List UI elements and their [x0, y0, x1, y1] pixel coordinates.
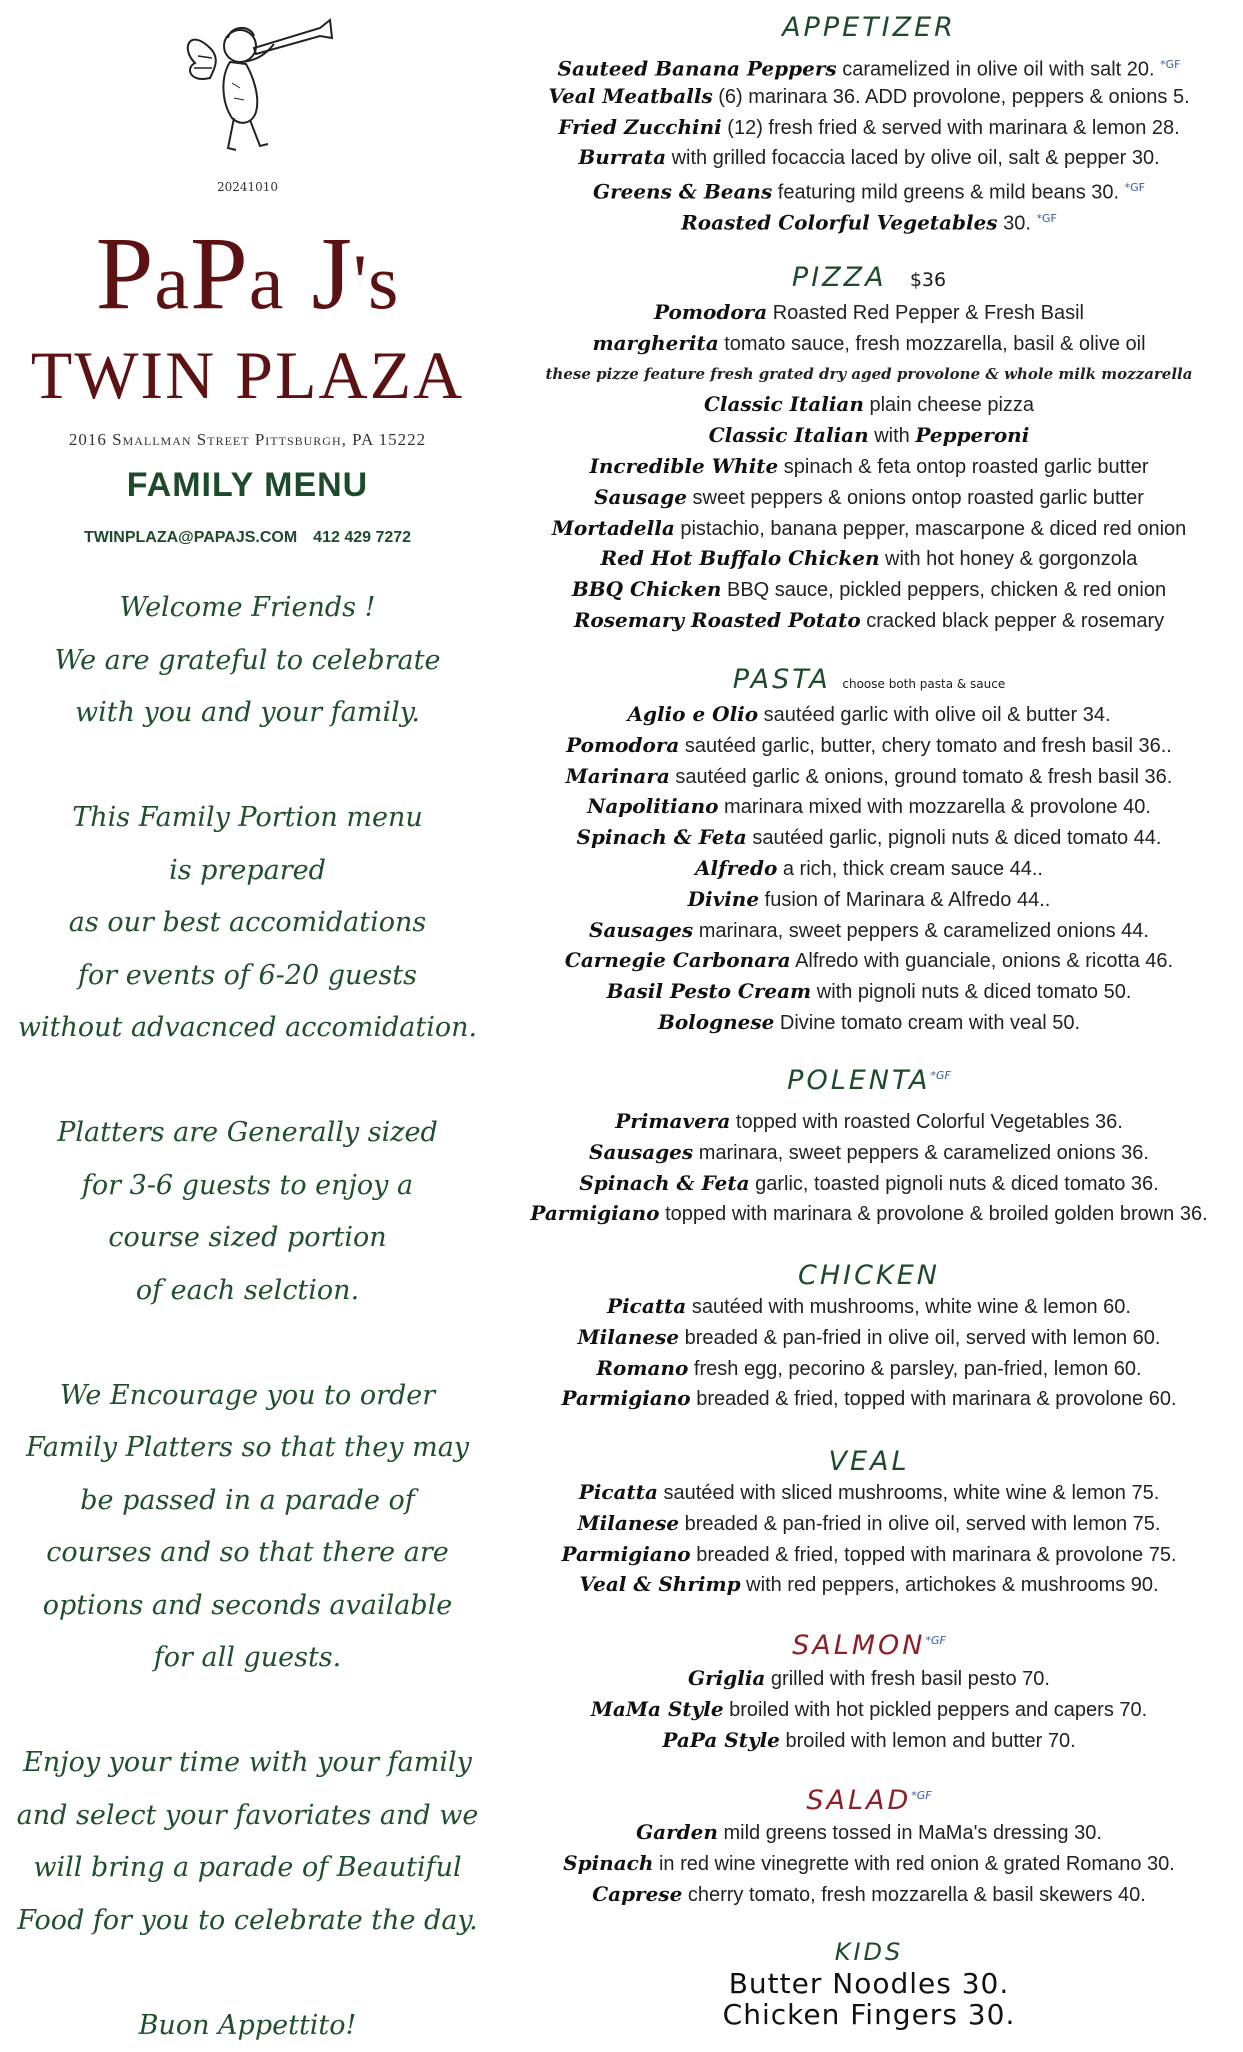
welcome-line: for 3-6 guests to enjoy a — [0, 1160, 495, 1213]
menu-item: Butter Noodles 30. — [495, 1968, 1243, 1999]
item-description: Divine tomato cream with veal 50. — [774, 1012, 1080, 1034]
welcome-line: We are grateful to celebrate — [0, 635, 495, 688]
item-description: sautéed garlic, butter, chery tomato and fresh basil 36.. — [679, 735, 1172, 757]
menu-item — [495, 1322, 1243, 1353]
menu-item — [495, 1198, 1243, 1229]
menu-item — [495, 204, 1243, 235]
welcome-line: will bring a parade of Beautiful — [0, 1842, 495, 1895]
menu-item — [495, 574, 1243, 605]
item-name: Milanese — [578, 1511, 680, 1535]
item-description: cracked black pepper & rosemary — [861, 610, 1164, 632]
item-name: Bolognese — [658, 1010, 774, 1034]
item-description: a rich, thick cream sauce 44.. — [777, 858, 1043, 880]
address: 2016 Smallman Street Pittsburgh, PA 15222 — [0, 430, 495, 450]
appetizer-list — [495, 50, 1243, 235]
menu-item — [495, 1848, 1243, 1879]
menu-code: 20241010 — [0, 180, 495, 194]
item-name: Classic Italian — [704, 392, 864, 416]
item-description: breaded & fried, topped with marinara & provolone 75. — [691, 1544, 1177, 1566]
item-description: featuring mild greens & mild beans 30. — [772, 182, 1124, 204]
item-name: Classic Italian — [709, 423, 869, 447]
item-name: Parmigiano — [561, 1542, 690, 1566]
menu-item — [495, 173, 1243, 204]
item-description: in red wine vinegrette with red onion & grated Romano 30. — [653, 1853, 1174, 1875]
item-name: Primavera — [615, 1109, 730, 1133]
menu-item — [495, 1007, 1243, 1038]
item-name: Griglia — [688, 1666, 765, 1690]
item-name: Sausage — [594, 485, 687, 509]
item-name: Aglio e Olio — [627, 702, 758, 726]
item-description: topped with roasted Colorful Vegetables 36. — [730, 1111, 1122, 1133]
item-name: margherita — [592, 331, 718, 355]
menu-item — [495, 451, 1243, 482]
item-description: Roasted Red Pepper & Fresh Basil — [767, 302, 1084, 324]
gluten-free-badge: *GF — [1160, 58, 1180, 71]
welcome-line: Welcome Friends ! — [0, 582, 495, 635]
item-description: broiled with hot pickled peppers and capers 70. — [724, 1699, 1148, 1721]
item-name: Spinach & Feta — [577, 825, 747, 849]
item-description: Alfredo with guanciale, onions & ricotta 46. — [791, 950, 1173, 972]
pasta-list — [495, 699, 1243, 1038]
menu-item — [495, 915, 1243, 946]
welcome-line: for events of 6-20 guests — [0, 950, 495, 1003]
gluten-free-badge: *GF — [1125, 181, 1145, 194]
menu-item — [495, 791, 1243, 822]
item-description: breaded & fried, topped with marinara & provolone 60. — [691, 1388, 1177, 1410]
welcome-line — [0, 740, 495, 793]
email[interactable]: TWINPLAZA@PAPAJS.COM — [84, 529, 297, 546]
menu-item — [495, 822, 1243, 853]
menu-item — [495, 605, 1243, 636]
menu-item — [495, 389, 1243, 420]
welcome-line — [0, 1685, 495, 1738]
menu-item — [495, 1663, 1243, 1694]
item-name: Roasted Colorful Vegetables — [681, 210, 997, 234]
welcome-line: This Family Portion menu — [0, 792, 495, 845]
item-name: Divine — [688, 887, 759, 911]
menu-item — [495, 1477, 1243, 1508]
phone[interactable]: 412 429 7272 — [313, 529, 411, 546]
salmon-list — [495, 1663, 1243, 1755]
item-description: with red peppers, artichokes & mushrooms 90. — [741, 1574, 1159, 1596]
item-description: plain cheese pizza — [864, 394, 1034, 416]
menu-item — [495, 1168, 1243, 1199]
item-description: garlic, toasted pignoli nuts & diced tomato 36. — [750, 1173, 1159, 1195]
menu-item — [495, 761, 1243, 792]
item-name: Veal & Shrimp — [579, 1572, 740, 1596]
menu-item — [495, 50, 1243, 81]
item-description: marinara mixed with mozzarella & provolone 40. — [719, 796, 1151, 818]
section-title-kids: KIDS — [495, 1938, 1243, 1966]
item-description: BBQ sauce, pickled peppers, chicken & red onion — [721, 579, 1166, 601]
contact-info — [0, 529, 495, 547]
item-name: Burrata — [578, 145, 666, 169]
menu-item — [495, 1725, 1243, 1756]
section-title-appetizer: APPETIZER — [495, 12, 1243, 43]
section-title-pasta: PASTA choose both pasta & sauce — [495, 664, 1243, 695]
item-description: with grilled focaccia laced by olive oil, salt & pepper 30. — [666, 147, 1160, 169]
menu-item — [495, 976, 1243, 1007]
item-description: topped with marinara & provolone & broiled golden brown 36. — [660, 1203, 1208, 1225]
welcome-line: for all guests. — [0, 1632, 495, 1685]
item-name: Parmigiano — [530, 1201, 659, 1225]
menu-title: FAMILY MENU — [0, 466, 495, 505]
welcome-line — [0, 1055, 495, 1108]
item-name: Veal Meatballs — [548, 84, 712, 108]
menu-item — [495, 1879, 1243, 1910]
welcome-line: Enjoy your time with your family — [0, 1737, 495, 1790]
item-name: Marinara — [566, 764, 670, 788]
item-name: BBQ Chicken — [572, 577, 722, 601]
item-description: breaded & pan-fried in olive oil, served with lemon 60. — [679, 1327, 1160, 1349]
welcome-line: Buon Appettito! — [0, 2000, 495, 2052]
menu-item — [495, 513, 1243, 544]
item-name: Sauteed Banana Peppers — [558, 56, 837, 80]
menu-item — [495, 1694, 1243, 1725]
section-title-salad: $SALAD^{*GF}$ — [495, 1785, 1243, 1816]
welcome-line: with you and your family. — [0, 687, 495, 740]
item-description: with pignoli nuts & diced tomato 50. — [811, 981, 1131, 1003]
salad-list — [495, 1817, 1243, 1909]
item-name: Milanese — [578, 1325, 680, 1349]
menu-item — [495, 1539, 1243, 1570]
menu-item: Chicken Fingers 30. — [495, 1999, 1243, 2030]
menu-item — [495, 112, 1243, 143]
item-name: Pepperoni — [915, 423, 1029, 447]
menu-item — [495, 730, 1243, 761]
item-description: pistachio, banana pepper, mascarpone & diced red onion — [675, 518, 1186, 540]
item-name: Spinach & Feta — [579, 1171, 749, 1195]
menu-item — [495, 543, 1243, 574]
item-name: PaPa Style — [662, 1728, 780, 1752]
item-name: Pomodora — [654, 300, 767, 324]
item-description: fusion of Marinara & Alfredo 44.. — [759, 889, 1050, 911]
item-description: (12) fresh fried & served with marinara & lemon 28. — [722, 117, 1180, 139]
item-description: sautéed with mushrooms, white wine & lemon 60. — [686, 1296, 1131, 1318]
item-description: with — [869, 425, 916, 447]
item-description: cherry tomato, fresh mozzarella & basil skewers 40. — [682, 1884, 1146, 1906]
menu-item — [495, 328, 1243, 359]
brand-name: PaPa J's — [0, 222, 495, 334]
item-name: Incredible White — [590, 454, 779, 478]
welcome-line — [0, 1317, 495, 1370]
menu-item — [495, 1353, 1243, 1384]
menu-item — [495, 1383, 1243, 1414]
item-name: Picatta — [579, 1480, 658, 1504]
welcome-line — [0, 1947, 495, 2000]
item-name: Romano — [596, 1356, 688, 1380]
menu-item — [495, 81, 1243, 112]
menu-item — [495, 297, 1243, 328]
section-title-chicken: CHICKEN — [495, 1260, 1243, 1291]
item-name: Alfredo — [695, 856, 777, 880]
item-name: Carnegie Carbonara — [565, 948, 791, 972]
item-name: Mortadella — [552, 516, 675, 540]
item-description: mild greens tossed in MaMa's dressing 30. — [718, 1822, 1102, 1844]
item-description: 30. — [998, 212, 1037, 234]
item-name: Sausages — [589, 918, 693, 942]
item-name: Red Hot Buffalo Chicken — [601, 546, 880, 570]
veal-list — [495, 1477, 1243, 1600]
item-name: Caprese — [592, 1882, 682, 1906]
item-name: Basil Pesto Cream — [607, 979, 812, 1003]
menu-item — [495, 420, 1243, 451]
gluten-free-badge: *GF — [1036, 212, 1056, 225]
item-name: MaMa Style — [591, 1697, 724, 1721]
item-name: Pomodora — [566, 733, 679, 757]
menu-item — [495, 482, 1243, 513]
item-description: sautéed garlic with olive oil & butter 34. — [758, 704, 1110, 726]
item-name: Rosemary Roasted Potato — [574, 608, 861, 632]
item-description: with hot honey & gorgonzola — [879, 548, 1137, 570]
menu-item — [495, 1137, 1243, 1168]
pizza-list — [495, 297, 1243, 636]
menu-note: these pizze feature fresh grated dry aged provolone & whole milk mozzarella — [495, 359, 1243, 390]
menu-item — [495, 1569, 1243, 1600]
item-name: Fried Zucchini — [558, 115, 721, 139]
menu-item — [495, 945, 1243, 976]
menu-item — [495, 699, 1243, 730]
item-description: grilled with fresh basil pesto 70. — [765, 1668, 1050, 1690]
welcome-line: options and seconds available — [0, 1580, 495, 1633]
welcome-line: of each selction. — [0, 1265, 495, 1318]
menu-item — [495, 1106, 1243, 1137]
welcome-line: as our best accomidations — [0, 897, 495, 950]
kids-list — [495, 1968, 1243, 2030]
item-name: Greens & Beans — [593, 180, 772, 204]
welcome-line: We Encourage you to order — [0, 1370, 495, 1423]
item-description: sweet peppers & onions ontop roasted garlic butter — [687, 487, 1144, 509]
welcome-message — [0, 582, 495, 2052]
item-description: caramelized in olive oil with salt 20. — [837, 58, 1160, 80]
welcome-line: is prepared — [0, 845, 495, 898]
item-name: Napolitiano — [587, 794, 718, 818]
item-name: Parmigiano — [561, 1386, 690, 1410]
item-name: Garden — [636, 1820, 718, 1844]
right-column — [495, 0, 1243, 2048]
item-description: sautéed garlic, pignoli nuts & diced tomato 44. — [747, 827, 1162, 849]
welcome-line: Food for you to celebrate the day. — [0, 1895, 495, 1948]
welcome-line: without advacnced accomidation. — [0, 1002, 495, 1055]
section-title-polenta: $POLENTA^{*GF}$ — [495, 1065, 1243, 1096]
brand-subtitle: TWIN PLAZA — [0, 340, 495, 410]
left-column — [0, 0, 495, 2048]
menu-item — [495, 1291, 1243, 1322]
welcome-line: Platters are Generally sized — [0, 1107, 495, 1160]
menu-item — [495, 1817, 1243, 1848]
item-description: marinara, sweet peppers & caramelized onions 36. — [693, 1142, 1149, 1164]
welcome-line: and select your favoriates and we — [0, 1790, 495, 1843]
item-description: fresh egg, pecorino & parsley, pan-fried, lemon 60. — [688, 1358, 1141, 1380]
item-description: tomato sauce, fresh mozzarella, basil & olive oil — [719, 333, 1146, 355]
menu-item — [495, 853, 1243, 884]
menu-item — [495, 142, 1243, 173]
item-description: marinara, sweet peppers & caramelized onions 44. — [693, 920, 1149, 942]
chicken-list — [495, 1291, 1243, 1414]
item-description: sautéed with sliced mushrooms, white wine & lemon 75. — [658, 1482, 1159, 1504]
section-title-pizza: PIZZA $36 — [495, 262, 1243, 293]
item-description: (6) marinara 36. ADD provolone, peppers & onions 5. — [713, 86, 1190, 108]
section-title-veal: VEAL — [495, 1446, 1243, 1477]
item-name: Picatta — [607, 1294, 686, 1318]
menu-item — [495, 884, 1243, 915]
welcome-line: course sized portion — [0, 1212, 495, 1265]
cherub-trumpet-icon — [170, 8, 350, 158]
polenta-list — [495, 1106, 1243, 1229]
item-name: Sausages — [589, 1140, 693, 1164]
welcome-line: Family Platters so that they may — [0, 1422, 495, 1475]
item-description: sautéed garlic & onions, ground tomato & fresh basil 36. — [670, 766, 1173, 788]
welcome-line: courses and so that there are — [0, 1527, 495, 1580]
welcome-line: be passed in a parade of — [0, 1475, 495, 1528]
section-title-salmon: $SALMON^{*GF}$ — [495, 1630, 1243, 1661]
menu-item — [495, 1508, 1243, 1539]
item-description: spinach & feta ontop roasted garlic butter — [778, 456, 1148, 478]
item-name: Spinach — [563, 1851, 653, 1875]
item-description: broiled with lemon and butter 70. — [780, 1730, 1076, 1752]
item-description: breaded & pan-fried in olive oil, served with lemon 75. — [679, 1513, 1160, 1535]
